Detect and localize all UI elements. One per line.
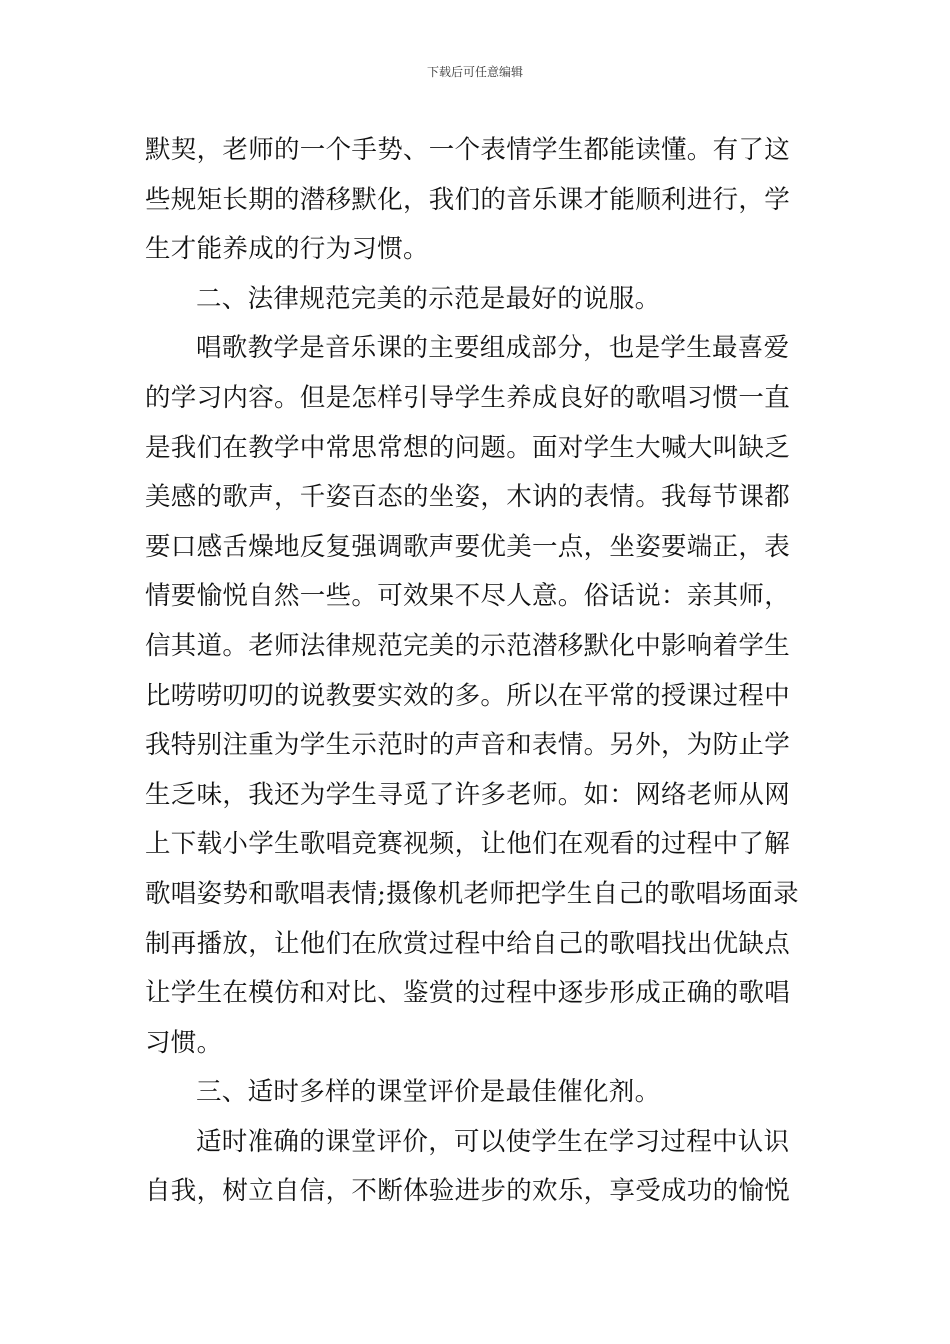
text-line: 的学习内容。但是怎样引导学生养成良好的歌唱习惯一直	[145, 382, 791, 413]
section-heading-3: 三、适时多样的课堂评价是最佳催化剂。	[196, 1077, 661, 1108]
document-body	[145, 126, 810, 1217]
section-heading-2: 二、法律规范完美的示范是最好的说服。	[196, 283, 661, 314]
text-line: 适时准确的课堂评价，可以使学生在学习过程中认识	[196, 1126, 790, 1157]
text-line: 信其道。老师法律规范完美的示范潜移默化中影响着学生	[145, 630, 791, 661]
text-line: 歌唱姿势和歌唱表情;摄像机老师把学生自己的歌唱场面录	[145, 878, 799, 909]
text-line: 些规矩长期的潜移默化，我们的音乐课才能顺利进行，学	[145, 184, 791, 215]
text-line: 自我，树立自信，不断体验进步的欢乐，享受成功的愉悦	[145, 1176, 791, 1207]
text-line: 默契，老师的一个手势、一个表情学生都能读懂。有了这	[145, 135, 791, 165]
text-line: 美感的歌声，千姿百态的坐姿，木讷的表情。我每节课都	[145, 482, 791, 513]
text-line: 比唠唠叨叨的说教要实效的多。所以在平常的授课过程中	[145, 680, 791, 711]
page-header-note: 下载后可任意编辑	[426, 65, 523, 79]
text-line: 制再播放，让他们在欣赏过程中给自己的歌唱找出优缺点	[145, 928, 791, 959]
text-line: 要口感舌燥地反复强调歌声要优美一点，坐姿要端正，表	[145, 531, 791, 562]
text-line: 上下载小学生歌唱竞赛视频，让他们在观看的过程中了解	[145, 829, 791, 860]
text-line: 是我们在教学中常思常想的问题。面对学生大喊大叫缺乏	[145, 432, 791, 463]
text-line: 我特别注重为学生示范时的声音和表情。另外，为防止学	[145, 730, 791, 761]
text-line: 生才能养成的行为习惯。	[145, 234, 429, 265]
text-line: 生乏味，我还为学生寻觅了许多老师。如：网络老师从网	[145, 779, 791, 810]
text-line: 情要愉悦自然一些。可效果不尽人意。俗话说：亲其师，	[145, 581, 791, 612]
text-line: 让学生在模仿和对比、鉴赏的过程中逐步形成正确的歌唱	[145, 978, 791, 1009]
text-line: 习惯。	[145, 1027, 223, 1058]
text-line: 唱歌教学是音乐课的主要组成部分，也是学生最喜爱	[196, 333, 790, 364]
